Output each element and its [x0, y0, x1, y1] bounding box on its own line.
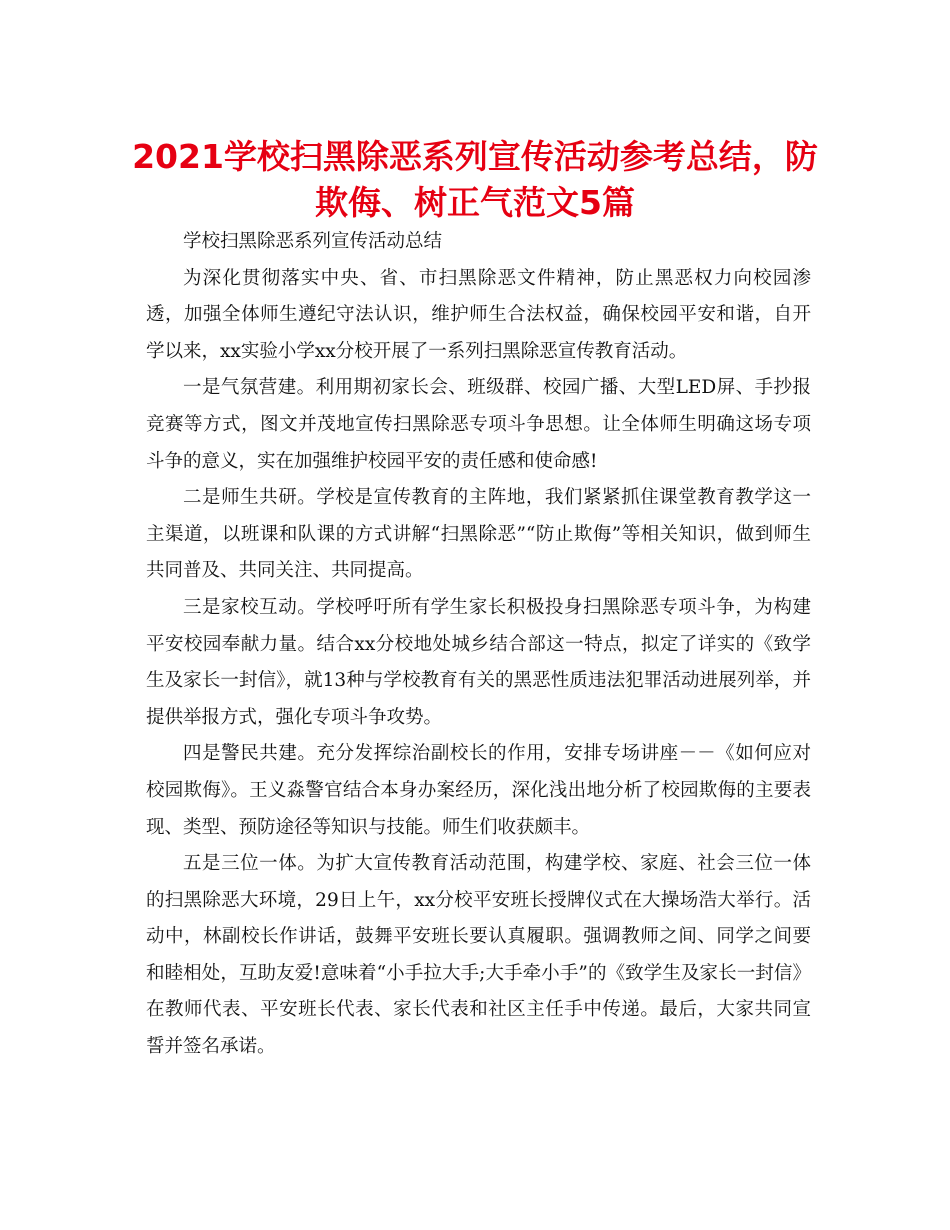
- paragraph-home-school: 三是家校互动。学校呼吁所有学生家长积极投身扫黑除恶专项斗争，为构建平安校园奉献力量。结合xx分校地处城乡结合部这一特点，拟定了详实的《致学生及家长一封信》，就13种与学校教育有关的黑恶性质违法犯罪活动进展列举，并提供举报方式，强化专项斗争攻势。: [146, 596, 811, 728]
- paragraph-three-in-one: 五是三位一体。为扩大宣传教育活动范围，构建学校、家庭、社会三位一体的扫黑除恶大环境，29日上午，xx分校平安班长授牌仪式在大操场浩大举行。活动中，林副校长作讲话，鼓舞平安班长要认真履职。强调教师之间、同学之间要和睦相处，互助友爱!意味着“小手拉大手;大手牵小手”的《致学生及家长一封信》在教师代表、平安班长代表、家长代表和社区主任手中传递。最后，大家共同宣誓并签名承诺。: [146, 853, 811, 1058]
- paragraph-teacher-student: 二是师生共研。学校是宣传教育的主阵地，我们紧紧抓住课堂教育教学这一主渠道，以班课和队课的方式讲解“扫黑除恶”“防止欺侮”等相关知识，做到师生共同普及、共同关注、共同提高。: [146, 487, 811, 582]
- paragraph-police: 四是警民共建。充分发挥综治副校长的作用，安排专场讲座－－《如何应对校园欺侮》。王义淼警官结合本身办案经历，深化浅出地分析了校园欺侮的主要表现、类型、预防途径等知识与技能。师生们收获颇丰。: [146, 743, 811, 838]
- document-title: 2021学校扫黑除恶系列宣传活动参考总结，防欺侮、树正气范文5篇: [132, 137, 818, 222]
- document-body: [146, 224, 811, 1066]
- section-heading: 学校扫黑除恶系列宣传活动总结: [183, 231, 443, 252]
- paragraph-intro: 为深化贯彻落实中央、省、市扫黑除恶文件精神，防止黑恶权力向校园渗透，加强全体师生遵纪守法认识，维护师生合法权益，确保校园平安和谐，自开学以来，xx实验小学xx分校开展了一系列扫黑除恶宣传教育活动。: [146, 267, 811, 362]
- paragraph-atmosphere: 一是气氛营建。利用期初家长会、班级群、校园广播、大型LED屏、手抄报竞赛等方式，图文并茂地宣传扫黑除恶专项斗争思想。让全体师生明确这场专项斗争的意义，实在加强维护校园平安的责任感和使命感!: [146, 377, 811, 472]
